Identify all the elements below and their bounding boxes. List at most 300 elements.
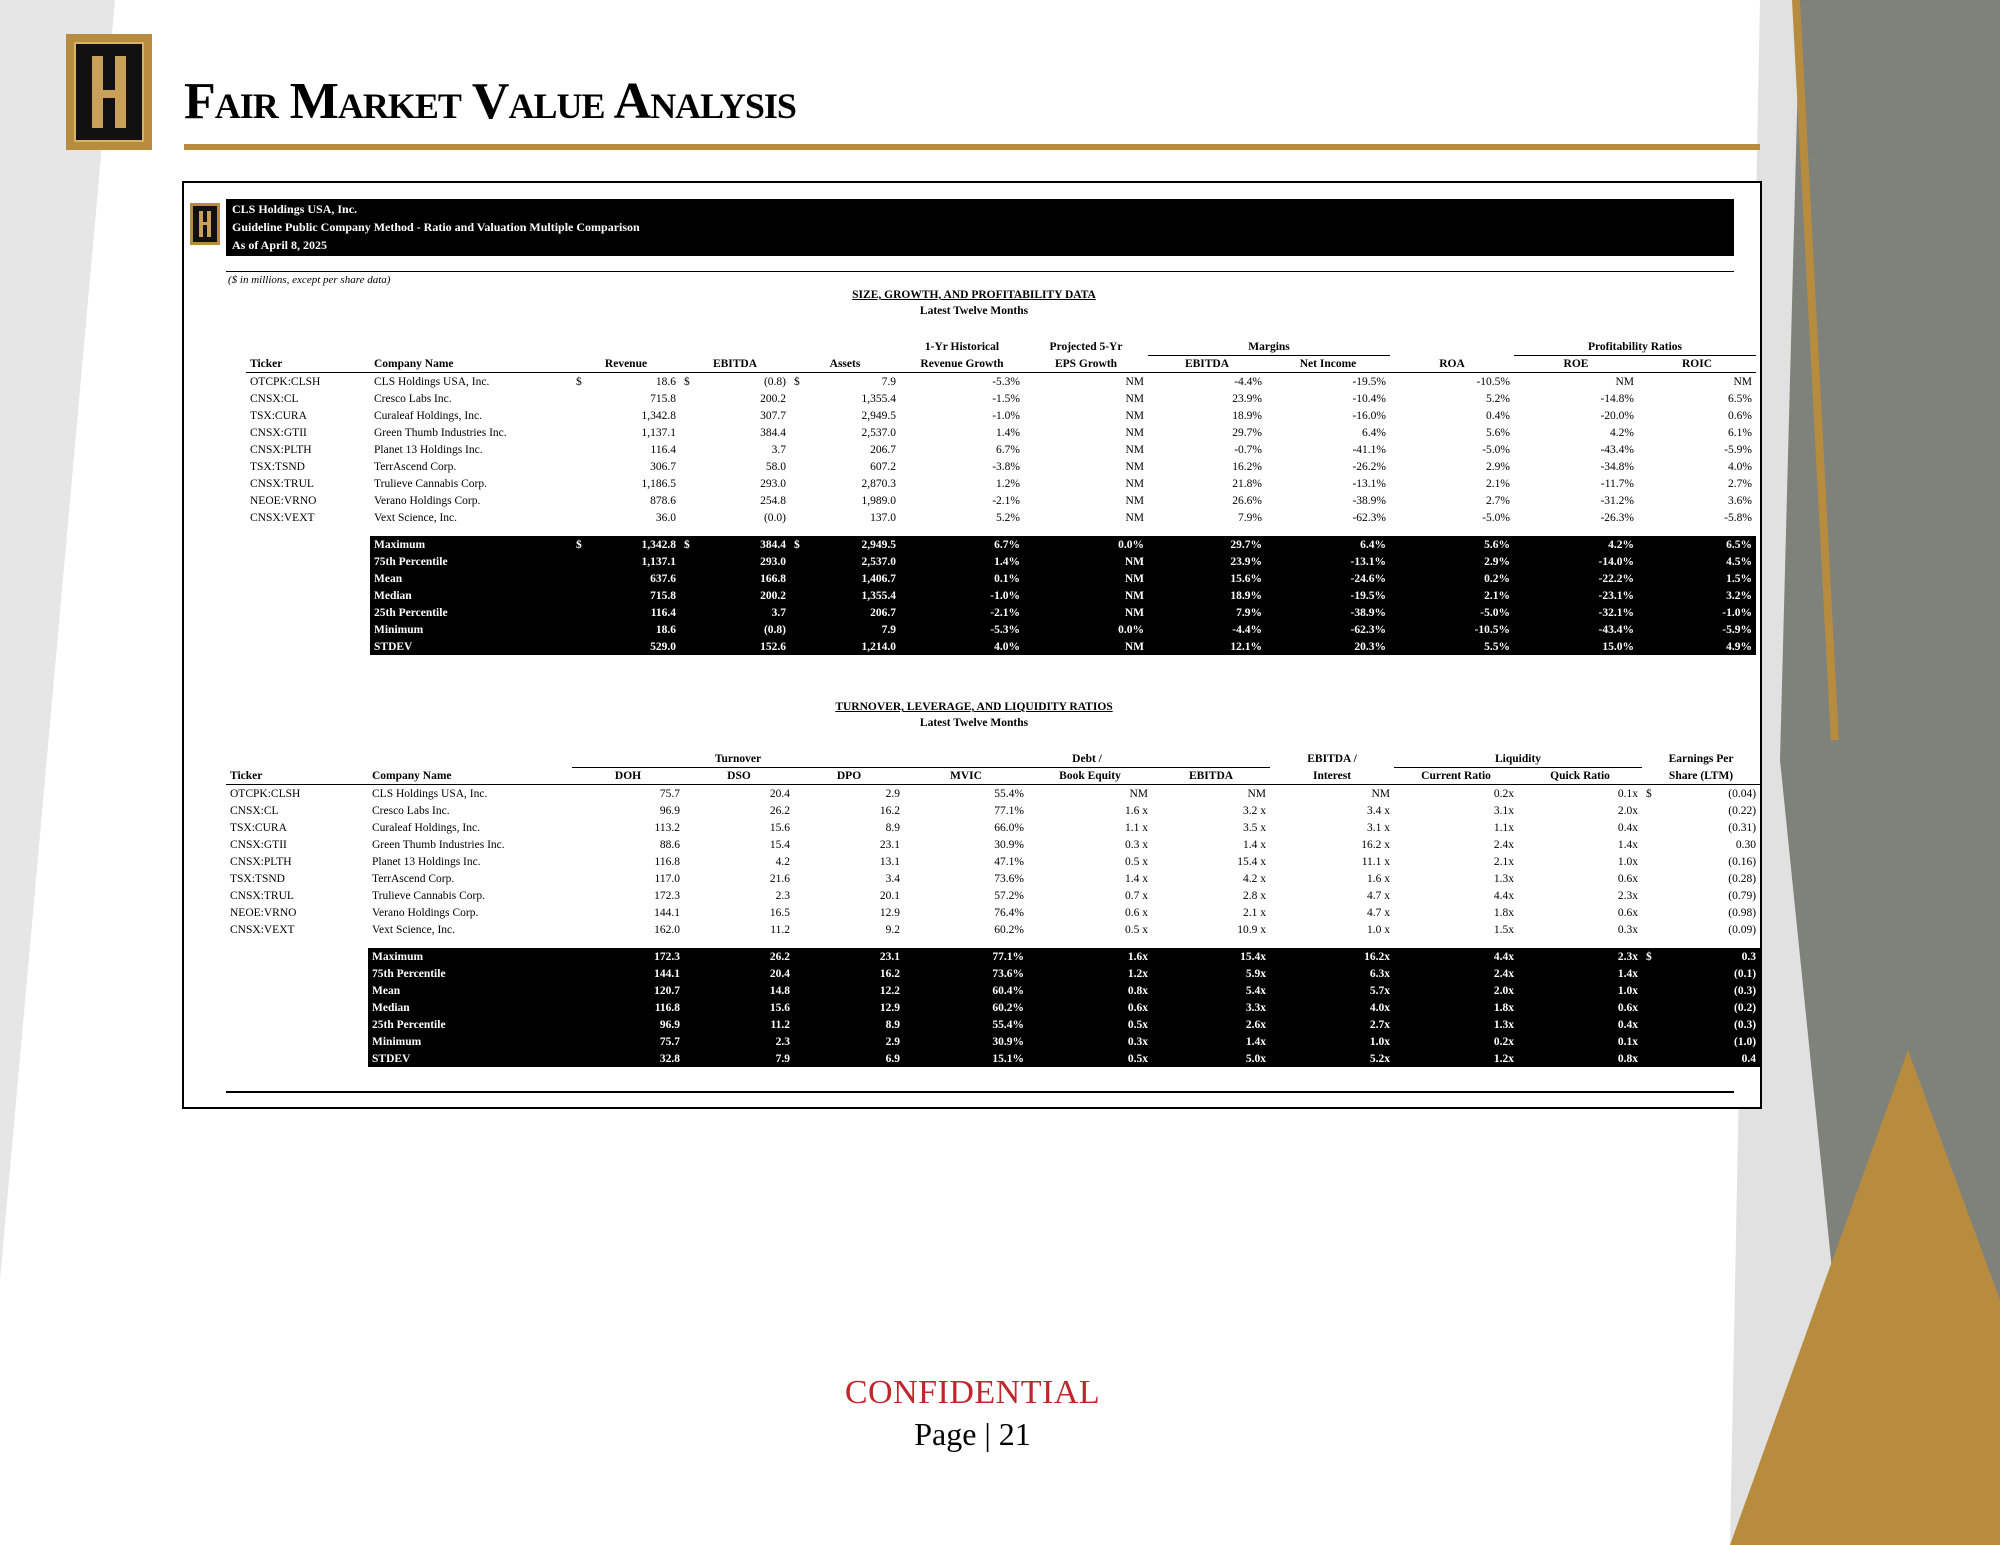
value-cell: 4.2 bbox=[775, 855, 790, 868]
ticker-cell: CNSX:CL bbox=[250, 392, 299, 405]
stat-value bbox=[790, 621, 808, 638]
group-header-liquidity: Liquidity bbox=[1394, 751, 1642, 768]
stat-row bbox=[246, 621, 1756, 638]
value-cell: -2.1% bbox=[992, 494, 1020, 507]
value-cell: 57.2% bbox=[994, 889, 1024, 902]
cell bbox=[368, 938, 572, 948]
value-cell: -14.8% bbox=[1600, 392, 1634, 405]
table-row bbox=[246, 424, 1756, 441]
value-cell: 5.2% bbox=[1486, 392, 1510, 405]
value-cell bbox=[680, 492, 698, 509]
stat-value: 23.1 bbox=[794, 948, 904, 965]
stat-value: 6.5% bbox=[1638, 536, 1756, 553]
stat-value: 2,537.0 bbox=[808, 553, 900, 570]
stat-value: 6.4% bbox=[1266, 536, 1390, 553]
stat-value bbox=[1642, 1033, 1660, 1050]
stat-value: -14.0% bbox=[1514, 553, 1638, 570]
stat-value bbox=[1642, 1016, 1660, 1033]
value-cell: -3.8% bbox=[992, 460, 1020, 473]
value-cell: 10.9 x bbox=[1237, 923, 1267, 936]
stat-value: 1.8x bbox=[1394, 999, 1518, 1016]
value-cell: 3.1 x bbox=[1367, 821, 1391, 834]
value-cell: 1,342.8 bbox=[641, 409, 676, 422]
cell bbox=[684, 938, 794, 948]
stat-value: 32.8 bbox=[572, 1050, 684, 1067]
ticker-cell: NEOE:VRNO bbox=[230, 906, 297, 919]
stat-value: 12.2 bbox=[794, 982, 904, 999]
column-header: Book Equity bbox=[1028, 768, 1152, 785]
value-cell: 55.4% bbox=[994, 787, 1024, 800]
stat-value: 3.7 bbox=[698, 604, 790, 621]
value-cell: 15.4 x bbox=[1237, 855, 1267, 868]
stat-value: 1.3x bbox=[1394, 1016, 1518, 1033]
cell bbox=[680, 526, 698, 536]
stat-row bbox=[246, 570, 1756, 587]
column-header: ROIC bbox=[1638, 356, 1756, 373]
stat-value: 15.4x bbox=[1152, 948, 1270, 965]
stat-value: 15.6 bbox=[684, 999, 794, 1016]
stat-value bbox=[680, 553, 698, 570]
stat-value: 206.7 bbox=[808, 604, 900, 621]
value-cell: 5.6% bbox=[1486, 426, 1510, 439]
cell bbox=[1152, 938, 1270, 948]
stat-value: (0.3) bbox=[1660, 1016, 1760, 1033]
stat-value: 116.8 bbox=[572, 999, 684, 1016]
stat-value: 0.1x bbox=[1518, 1033, 1642, 1050]
value-cell: 0.4% bbox=[1486, 409, 1510, 422]
background-left-shape bbox=[0, 0, 200, 1300]
value-cell: NM bbox=[1371, 787, 1391, 800]
company-cell: Green Thumb Industries Inc. bbox=[374, 426, 507, 439]
stat-value: 0.2x bbox=[1394, 1033, 1518, 1050]
column-header: EBITDA bbox=[680, 356, 790, 373]
table-row bbox=[226, 921, 1760, 938]
value-cell: 2.0x bbox=[1617, 804, 1639, 817]
cell bbox=[1394, 938, 1518, 948]
stat-value bbox=[572, 587, 590, 604]
ticker-cell: TSX:CURA bbox=[230, 821, 287, 834]
value-cell bbox=[572, 424, 590, 441]
company-cell: Green Thumb Industries Inc. bbox=[372, 838, 505, 851]
stat-label: STDEV bbox=[370, 638, 572, 655]
table-row bbox=[246, 475, 1756, 492]
stat-value: 1,214.0 bbox=[808, 638, 900, 655]
cell bbox=[698, 526, 790, 536]
value-cell bbox=[790, 475, 808, 492]
table-row bbox=[226, 870, 1760, 887]
stat-value: 4.0% bbox=[900, 638, 1024, 655]
table-row bbox=[226, 853, 1760, 870]
table-row bbox=[246, 492, 1756, 509]
column-header: EPS Growth bbox=[1024, 356, 1148, 373]
stat-value: 5.4x bbox=[1152, 982, 1270, 999]
cell bbox=[246, 621, 370, 638]
column-header: Net Income bbox=[1266, 356, 1390, 373]
value-cell: 172.3 bbox=[654, 889, 680, 902]
stat-value: 0.2% bbox=[1390, 570, 1514, 587]
value-cell: -5.8% bbox=[1724, 511, 1752, 524]
value-cell bbox=[1642, 853, 1660, 870]
stat-value: 60.4% bbox=[904, 982, 1028, 999]
value-cell: 2.7% bbox=[1728, 477, 1752, 490]
value-cell bbox=[790, 407, 808, 424]
stat-value bbox=[1642, 965, 1660, 982]
value-cell: (0.79) bbox=[1728, 889, 1757, 902]
cell bbox=[1028, 938, 1152, 948]
stat-value bbox=[572, 570, 590, 587]
value-cell: 7.9 bbox=[881, 375, 896, 388]
stat-value: -43.4% bbox=[1514, 621, 1638, 638]
stat-value: -19.5% bbox=[1266, 587, 1390, 604]
stat-value: NM bbox=[1024, 553, 1148, 570]
stat-value: 172.3 bbox=[572, 948, 684, 965]
stat-row bbox=[246, 536, 1756, 553]
group-header-margins: Margins bbox=[1148, 339, 1390, 356]
cell bbox=[246, 570, 370, 587]
cell bbox=[226, 1033, 368, 1050]
value-cell: 1.0x bbox=[1617, 855, 1639, 868]
value-cell: 0.5 x bbox=[1125, 923, 1148, 936]
stat-value: 3.3x bbox=[1152, 999, 1270, 1016]
cell bbox=[226, 938, 368, 948]
column-header: Current Ratio bbox=[1394, 768, 1518, 785]
stat-value: 26.2 bbox=[684, 948, 794, 965]
value-cell bbox=[572, 509, 590, 526]
page-number: Page | 21 bbox=[914, 1416, 1031, 1452]
stat-value: 5.0x bbox=[1152, 1050, 1270, 1067]
value-cell bbox=[1642, 870, 1660, 887]
stat-value: 166.8 bbox=[698, 570, 790, 587]
cell bbox=[572, 526, 590, 536]
stat-label: Mean bbox=[370, 570, 572, 587]
value-cell: 11.1 x bbox=[1361, 855, 1391, 868]
value-cell: 0.2x bbox=[1493, 787, 1515, 800]
column-header: EBITDA bbox=[1148, 356, 1266, 373]
stat-value: 0.6x bbox=[1518, 999, 1642, 1016]
stat-value: NM bbox=[1024, 587, 1148, 604]
stat-label: Maximum bbox=[368, 948, 572, 965]
column-header: Revenue Growth bbox=[900, 356, 1024, 373]
cell bbox=[1148, 526, 1266, 536]
company-cell: Planet 13 Holdings Inc. bbox=[374, 443, 483, 456]
value-cell: -26.3% bbox=[1600, 511, 1634, 524]
stat-value bbox=[680, 587, 698, 604]
bottom-rule bbox=[226, 1091, 1734, 1093]
value-cell bbox=[680, 475, 698, 492]
column-header: Ticker bbox=[246, 356, 370, 373]
column-header: Assets bbox=[790, 356, 900, 373]
stat-label: Mean bbox=[368, 982, 572, 999]
stat-value bbox=[572, 553, 590, 570]
stat-value: 529.0 bbox=[590, 638, 680, 655]
stat-value: 2.7x bbox=[1270, 1016, 1394, 1033]
company-cell: Vext Science, Inc. bbox=[372, 923, 456, 936]
value-cell: 3.2 x bbox=[1243, 804, 1267, 817]
stat-value: 2.0x bbox=[1394, 982, 1518, 999]
stat-value: 20.3% bbox=[1266, 638, 1390, 655]
group-header: 1-Yr Historical bbox=[924, 341, 1000, 354]
value-cell: 3.6% bbox=[1728, 494, 1752, 507]
value-cell: NM bbox=[1125, 511, 1144, 524]
value-cell: 60.2% bbox=[994, 923, 1024, 936]
value-cell bbox=[1642, 802, 1660, 819]
stat-value: (0.2) bbox=[1660, 999, 1760, 1016]
value-cell: 293.0 bbox=[760, 477, 786, 490]
stat-value: -24.6% bbox=[1266, 570, 1390, 587]
cell bbox=[246, 553, 370, 570]
stat-value: 0.8x bbox=[1028, 982, 1152, 999]
value-cell: (0.04) bbox=[1728, 787, 1757, 800]
value-cell: 1.8x bbox=[1493, 906, 1515, 919]
stat-value: 4.2% bbox=[1514, 536, 1638, 553]
stat-value: 96.9 bbox=[572, 1016, 684, 1033]
value-cell: 0.6x bbox=[1617, 872, 1639, 885]
stat-value: 29.7% bbox=[1148, 536, 1266, 553]
stat-value: 16.2 bbox=[794, 965, 904, 982]
company-cell: Curaleaf Holdings, Inc. bbox=[374, 409, 482, 422]
stat-value: 0.0% bbox=[1024, 621, 1148, 638]
table-row bbox=[246, 390, 1756, 407]
stat-value: 0.5x bbox=[1028, 1050, 1152, 1067]
value-cell: 2.1 x bbox=[1243, 906, 1267, 919]
value-cell: 0.3x bbox=[1617, 923, 1639, 936]
value-cell: 1.1x bbox=[1493, 821, 1515, 834]
cell bbox=[370, 526, 572, 536]
value-cell: -0.7% bbox=[1234, 443, 1262, 456]
value-cell: 0.30 bbox=[1735, 838, 1757, 851]
stat-value: 1.5% bbox=[1638, 570, 1756, 587]
value-cell bbox=[1642, 819, 1660, 836]
stat-value: 1.4x bbox=[1518, 965, 1642, 982]
value-cell: 3.4 x bbox=[1367, 804, 1391, 817]
value-cell: 162.0 bbox=[654, 923, 680, 936]
stat-value: 0.3x bbox=[1028, 1033, 1152, 1050]
value-cell: 30.9% bbox=[994, 838, 1024, 851]
stat-value: 1,355.4 bbox=[808, 587, 900, 604]
stat-value: NM bbox=[1024, 638, 1148, 655]
stat-value: 120.7 bbox=[572, 982, 684, 999]
page-title: Fair Market Value Analysis bbox=[184, 73, 796, 130]
stat-label: Median bbox=[368, 999, 572, 1016]
table-row bbox=[246, 509, 1756, 526]
value-cell: 137.0 bbox=[870, 511, 896, 524]
stat-value: 1.4x bbox=[1152, 1033, 1270, 1050]
value-cell: 113.2 bbox=[654, 821, 680, 834]
stat-value: 4.0x bbox=[1270, 999, 1394, 1016]
value-cell: 20.1 bbox=[879, 889, 900, 902]
units-note: ($ in millions, except per share data) bbox=[228, 274, 391, 286]
value-cell: 16.2 x bbox=[1361, 838, 1391, 851]
stat-value: 0.4 bbox=[1660, 1050, 1760, 1067]
value-cell: -31.2% bbox=[1600, 494, 1634, 507]
cell bbox=[680, 339, 698, 356]
value-cell bbox=[790, 458, 808, 475]
value-cell: 4.2% bbox=[1610, 426, 1634, 439]
value-cell: 144.1 bbox=[654, 906, 680, 919]
value-cell: -5.0% bbox=[1482, 443, 1510, 456]
value-cell: (0.28) bbox=[1728, 872, 1757, 885]
value-cell: 6.1% bbox=[1728, 426, 1752, 439]
value-cell: 1.2% bbox=[996, 477, 1020, 490]
stat-value: 1,137.1 bbox=[590, 553, 680, 570]
spacer-row bbox=[246, 526, 1756, 536]
stat-value: 12.9 bbox=[794, 999, 904, 1016]
cell bbox=[572, 339, 590, 356]
value-cell: NM bbox=[1733, 375, 1752, 388]
cell bbox=[790, 526, 808, 536]
company-cell: Vext Science, Inc. bbox=[374, 511, 458, 524]
company-cell: Verano Holdings Corp. bbox=[374, 494, 481, 507]
company-cell: Curaleaf Holdings, Inc. bbox=[372, 821, 480, 834]
stat-value: 2.9% bbox=[1390, 553, 1514, 570]
value-cell: 88.6 bbox=[659, 838, 680, 851]
stat-value: -5.3% bbox=[900, 621, 1024, 638]
value-cell: 384.4 bbox=[760, 426, 786, 439]
ticker-cell: CNSX:PLTH bbox=[230, 855, 292, 868]
value-cell bbox=[1642, 904, 1660, 921]
stat-value: 1.2x bbox=[1028, 965, 1152, 982]
stat-value: -38.9% bbox=[1266, 604, 1390, 621]
cell bbox=[1390, 339, 1514, 356]
value-cell: -43.4% bbox=[1600, 443, 1634, 456]
cell bbox=[1024, 526, 1148, 536]
stat-value: 1,406.7 bbox=[808, 570, 900, 587]
table-row bbox=[226, 904, 1760, 921]
column-header: ROE bbox=[1514, 356, 1638, 373]
table-row bbox=[246, 458, 1756, 475]
value-cell: 7.9% bbox=[1238, 511, 1262, 524]
stat-value: 16.2x bbox=[1270, 948, 1394, 965]
stat-value: 6.7% bbox=[900, 536, 1024, 553]
value-cell: 2.9% bbox=[1486, 460, 1510, 473]
value-cell: 29.7% bbox=[1232, 426, 1262, 439]
stat-value: 1.0x bbox=[1518, 982, 1642, 999]
value-cell: 2,537.0 bbox=[861, 426, 896, 439]
table-row bbox=[226, 836, 1760, 853]
value-cell: 23.9% bbox=[1232, 392, 1262, 405]
ticker-cell: CNSX:TRUL bbox=[250, 477, 314, 490]
stat-value: -62.3% bbox=[1266, 621, 1390, 638]
value-cell: 307.7 bbox=[760, 409, 786, 422]
stat-value: 20.4 bbox=[684, 965, 794, 982]
section1-title: SIZE, GROWTH, AND PROFITABILITY DATA bbox=[852, 289, 1096, 301]
ticker-cell: OTCPK:CLSH bbox=[230, 787, 301, 800]
stat-value: $ bbox=[790, 536, 808, 553]
header-method: Guideline Public Company Method - Ratio and Valuation Multiple Comparison bbox=[232, 220, 640, 234]
stat-value: 14.8 bbox=[684, 982, 794, 999]
stat-value: 5.2x bbox=[1270, 1050, 1394, 1067]
value-cell: 12.9 bbox=[879, 906, 900, 919]
stat-value bbox=[680, 621, 698, 638]
value-cell: $ bbox=[1646, 787, 1652, 800]
cell bbox=[1518, 938, 1642, 948]
table-row bbox=[246, 441, 1756, 458]
value-cell bbox=[680, 424, 698, 441]
stat-row bbox=[246, 604, 1756, 621]
value-cell: -5.0% bbox=[1482, 511, 1510, 524]
stat-value: $ bbox=[680, 536, 698, 553]
cell bbox=[808, 339, 900, 356]
stat-value: 1.4% bbox=[900, 553, 1024, 570]
stat-value: 5.9x bbox=[1152, 965, 1270, 982]
group-header: Projected 5-Yr bbox=[1049, 341, 1123, 354]
stat-value: 1.0x bbox=[1270, 1033, 1394, 1050]
value-cell: 0.4x bbox=[1617, 821, 1639, 834]
value-cell: 36.0 bbox=[655, 511, 676, 524]
value-cell: (0.16) bbox=[1728, 855, 1757, 868]
stat-value: 6.9 bbox=[794, 1050, 904, 1067]
value-cell: -4.4% bbox=[1234, 375, 1262, 388]
cell bbox=[808, 526, 900, 536]
value-cell: (0.8) bbox=[763, 375, 786, 388]
column-header: DPO bbox=[794, 768, 904, 785]
value-cell bbox=[790, 492, 808, 509]
value-cell: 20.4 bbox=[769, 787, 790, 800]
value-cell: 1.3x bbox=[1493, 872, 1515, 885]
stat-row bbox=[226, 948, 1760, 965]
value-cell: 206.7 bbox=[870, 443, 896, 456]
value-cell: 18.6 bbox=[655, 375, 676, 388]
stat-value: -10.5% bbox=[1390, 621, 1514, 638]
stat-value: 0.0% bbox=[1024, 536, 1148, 553]
stat-value: 144.1 bbox=[572, 965, 684, 982]
cell bbox=[1638, 526, 1756, 536]
stat-value: 12.1% bbox=[1148, 638, 1266, 655]
value-cell: 4.2 x bbox=[1243, 872, 1267, 885]
stat-value: (0.3) bbox=[1660, 982, 1760, 999]
value-cell: NM bbox=[1125, 460, 1144, 473]
value-cell: 1.1 x bbox=[1125, 821, 1148, 834]
cell bbox=[590, 526, 680, 536]
value-cell: 1,186.5 bbox=[641, 477, 676, 490]
value-cell bbox=[572, 492, 590, 509]
stat-row bbox=[226, 1050, 1760, 1067]
column-header: Share (LTM) bbox=[1642, 768, 1760, 785]
value-cell: 1,355.4 bbox=[861, 392, 896, 405]
value-cell: 2.1x bbox=[1493, 855, 1515, 868]
group-header-profitability: Profitability Ratios bbox=[1514, 339, 1756, 356]
cell bbox=[226, 1050, 368, 1067]
value-cell: -62.3% bbox=[1352, 511, 1386, 524]
value-cell: 2.1% bbox=[1486, 477, 1510, 490]
turnover-leverage-table bbox=[226, 751, 1760, 1067]
column-header: Ticker bbox=[226, 768, 368, 785]
stat-value bbox=[790, 553, 808, 570]
cell bbox=[1390, 526, 1514, 536]
cell bbox=[226, 965, 368, 982]
stat-value: 4.4x bbox=[1394, 948, 1518, 965]
stat-value: 18.6 bbox=[590, 621, 680, 638]
value-cell: 16.2 bbox=[879, 804, 900, 817]
value-cell: 117.0 bbox=[654, 872, 680, 885]
company-cell: Trulieve Cannabis Corp. bbox=[372, 889, 485, 902]
company-cell: Trulieve Cannabis Corp. bbox=[374, 477, 487, 490]
value-cell: (0.22) bbox=[1728, 804, 1757, 817]
size-growth-table bbox=[246, 339, 1756, 655]
stat-value bbox=[790, 604, 808, 621]
cell bbox=[794, 938, 904, 948]
value-cell: 26.6% bbox=[1232, 494, 1262, 507]
value-cell: 21.6 bbox=[769, 872, 790, 885]
stat-value: -22.2% bbox=[1514, 570, 1638, 587]
cell bbox=[370, 339, 572, 356]
cell bbox=[226, 982, 368, 999]
value-cell bbox=[790, 390, 808, 407]
section1-subtitle: Latest Twelve Months bbox=[919, 305, 1029, 317]
header-asof: As of April 8, 2025 bbox=[232, 238, 328, 252]
value-cell: 306.7 bbox=[650, 460, 676, 473]
table-row bbox=[226, 887, 1760, 904]
